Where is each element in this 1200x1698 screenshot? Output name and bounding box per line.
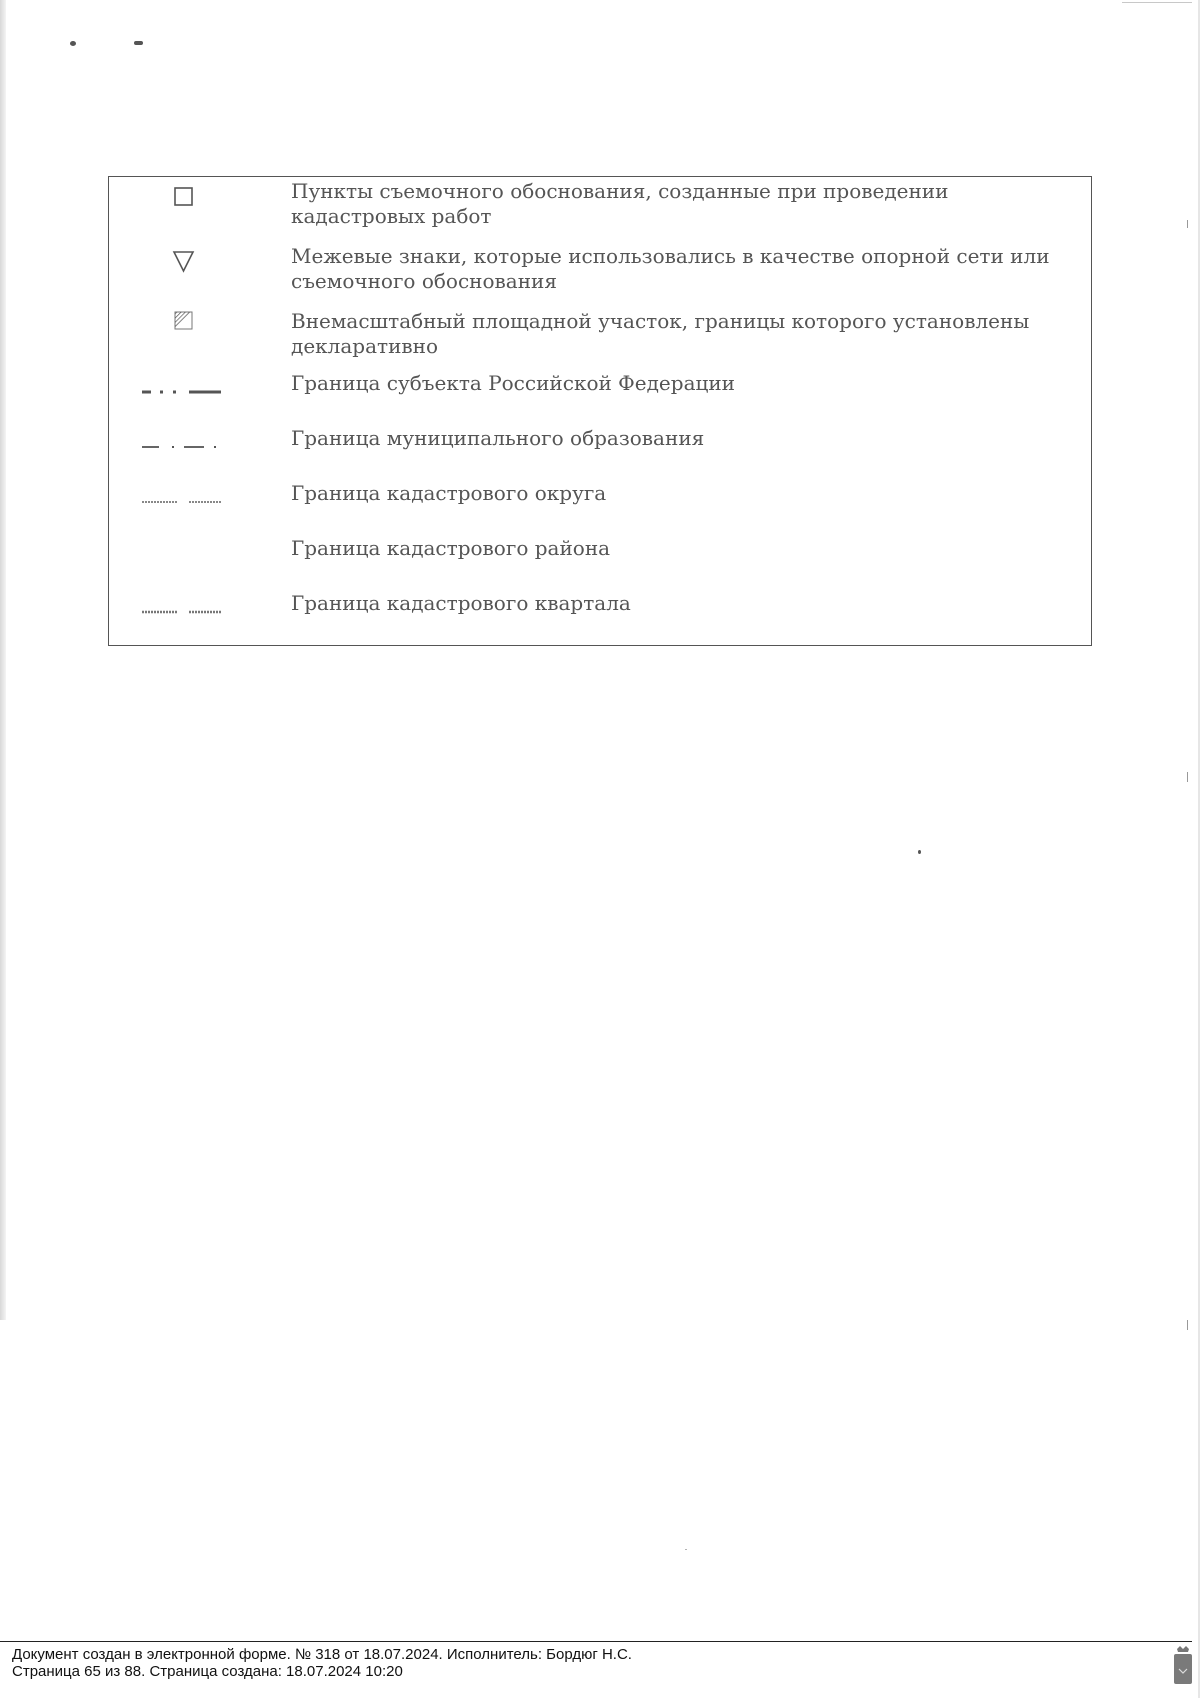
dashed-line-icon (139, 489, 229, 515)
scan-mark (1187, 772, 1188, 782)
legend-item-text: Граница кадастрового округа (291, 481, 607, 505)
legend-item-text: Пункты съемочного обоснования, созданные при проведении кадастровых работ (291, 179, 949, 228)
scan-speck (70, 41, 76, 46)
scan-speck (685, 1549, 687, 1550)
hatched-square-icon (139, 307, 229, 333)
footer-page-info: Страница 65 из 88. Страница создана: 18.07.2024 10:20 (12, 1663, 403, 1680)
scan-page-edge (1122, 2, 1192, 3)
dash-dot-dot-line-icon (139, 379, 229, 405)
legend-item-text: Граница кадастрового квартала (291, 591, 631, 615)
blank-line-icon (139, 544, 229, 570)
document-footer (0, 1641, 1192, 1680)
legend-item-text: Внемасштабный площадной участок, границы которого установлены декларативно (291, 309, 1030, 358)
scan-speck (918, 850, 921, 854)
square-outline-icon (139, 183, 229, 209)
triangle-down-outline-icon (139, 247, 229, 273)
legend-item-text: Граница кадастрового района (291, 536, 611, 560)
footer-document-info: Документ создан в электронной форме. № 318 от 18.07.2024. Исполнитель: Бордюг Н.С. (12, 1646, 632, 1663)
scan-page-edge (0, 0, 6, 1320)
scan-mark (1187, 1320, 1188, 1330)
legend-item-text: Граница муниципального образования (291, 426, 705, 450)
legend-item-text: Межевые знаки, которые использовались в качестве опорной сети или съемочного обоснования (291, 244, 1050, 293)
dash-dot-line-icon (139, 434, 229, 460)
dashed-line-icon (139, 599, 229, 625)
scan-mark (1187, 220, 1188, 228)
emblem-icon (1172, 1645, 1194, 1685)
legend-table (108, 176, 1092, 646)
legend-item-text: Граница субъекта Российской Федерации (291, 371, 736, 395)
scan-speck (134, 41, 143, 45)
